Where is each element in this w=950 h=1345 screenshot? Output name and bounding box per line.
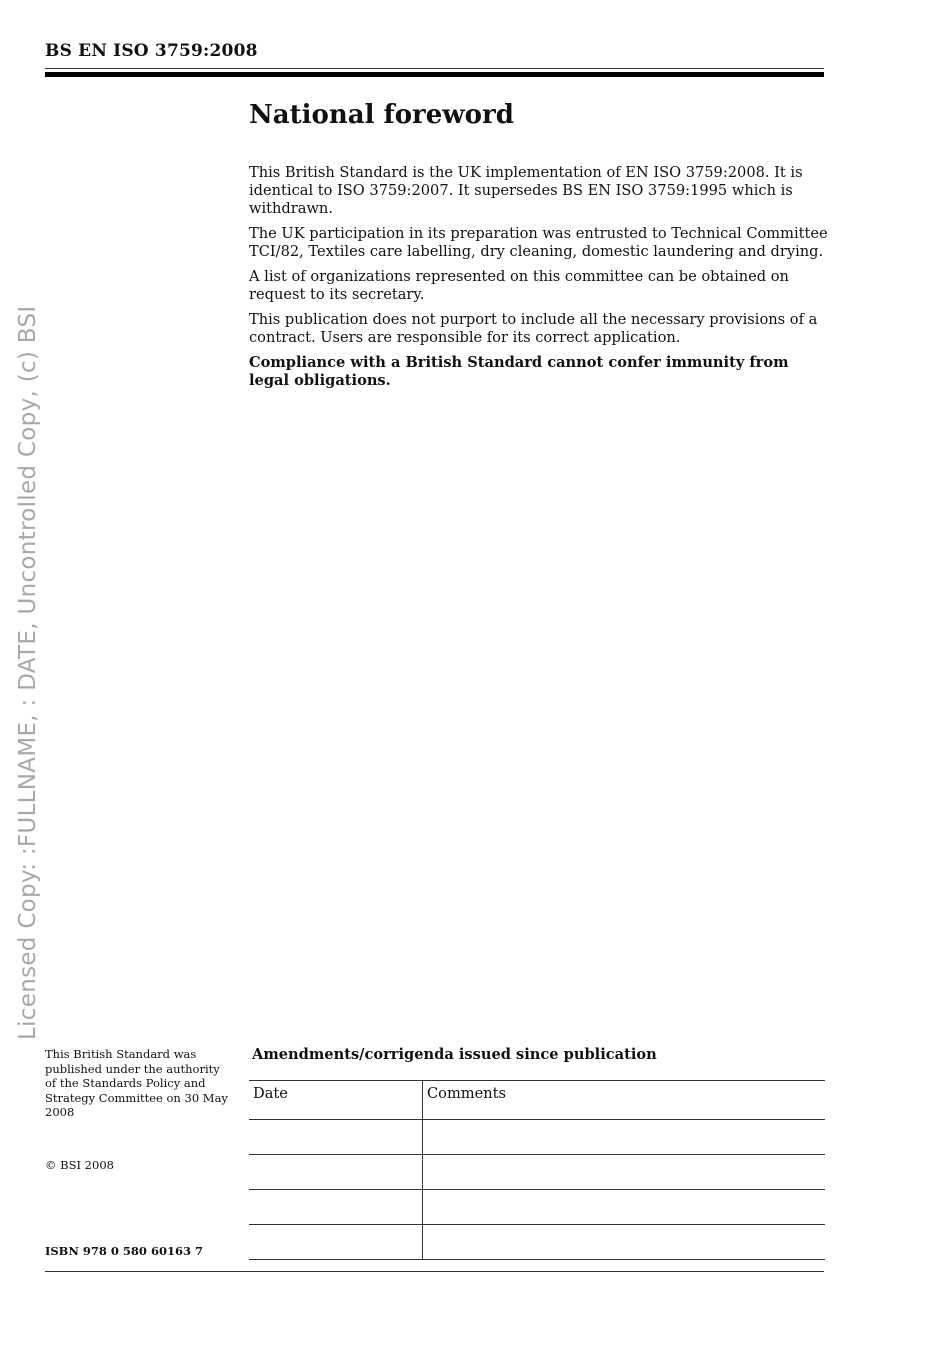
table-row bbox=[249, 1155, 825, 1190]
date-cell bbox=[249, 1120, 423, 1155]
table-row bbox=[249, 1225, 825, 1260]
paragraph-organizations: A list of organizations represented on this committee can be obtained on request to its secretary. bbox=[249, 268, 789, 303]
comments-cell bbox=[423, 1225, 826, 1260]
header-rule-thick bbox=[45, 72, 824, 77]
paragraph-compliance: Compliance with a British Standard cannot confer immunity from legal obligations. bbox=[249, 354, 789, 389]
amendments-table bbox=[249, 1080, 825, 1260]
comments-cell bbox=[423, 1155, 826, 1190]
amendments-heading: Amendments/corrigenda issued since publication bbox=[252, 1046, 657, 1063]
date-cell bbox=[249, 1155, 423, 1190]
footer-rule bbox=[45, 1271, 824, 1272]
table-row bbox=[249, 1120, 825, 1155]
comments-cell bbox=[423, 1190, 826, 1225]
paragraph-provisions: This publication does not purport to include all the necessary provisions of a contract. Users are responsible for its correct application. bbox=[249, 311, 818, 346]
page-title: National foreword bbox=[249, 100, 514, 130]
header-rule-thin bbox=[45, 68, 824, 69]
paragraph-committee: The UK participation in its preparation was entrusted to Technical Committee TCI/82, Textiles care labelling, dry cleaning, domestic laundering and drying. bbox=[249, 225, 828, 260]
isbn: ISBN 978 0 580 60163 7 bbox=[45, 1244, 203, 1258]
license-watermark: Licensed Copy: :FULLNAME, : DATE, Uncontrolled Copy, (c) BSI bbox=[15, 305, 41, 1040]
authority-note: This British Standard was published under the authority of the Standards Policy and Strategy Committee on 30 May 2008 bbox=[45, 1047, 228, 1119]
date-cell bbox=[249, 1190, 423, 1225]
table-row bbox=[249, 1190, 825, 1225]
copyright-note: © BSI 2008 bbox=[45, 1158, 114, 1172]
foreword-body bbox=[249, 164, 829, 397]
paragraph-implementation: This British Standard is the UK implementation of EN ISO 3759:2008. It is identical to ISO 3759:2007. It supersedes BS EN ISO 3759:1995 which is withdrawn. bbox=[249, 164, 803, 217]
document-id: BS EN ISO 3759:2008 bbox=[45, 41, 258, 61]
comments-cell bbox=[423, 1120, 826, 1155]
date-cell bbox=[249, 1225, 423, 1260]
column-header-comments: Comments bbox=[423, 1081, 826, 1120]
column-header-date: Date bbox=[249, 1081, 423, 1120]
amendments-header-row bbox=[249, 1081, 825, 1120]
